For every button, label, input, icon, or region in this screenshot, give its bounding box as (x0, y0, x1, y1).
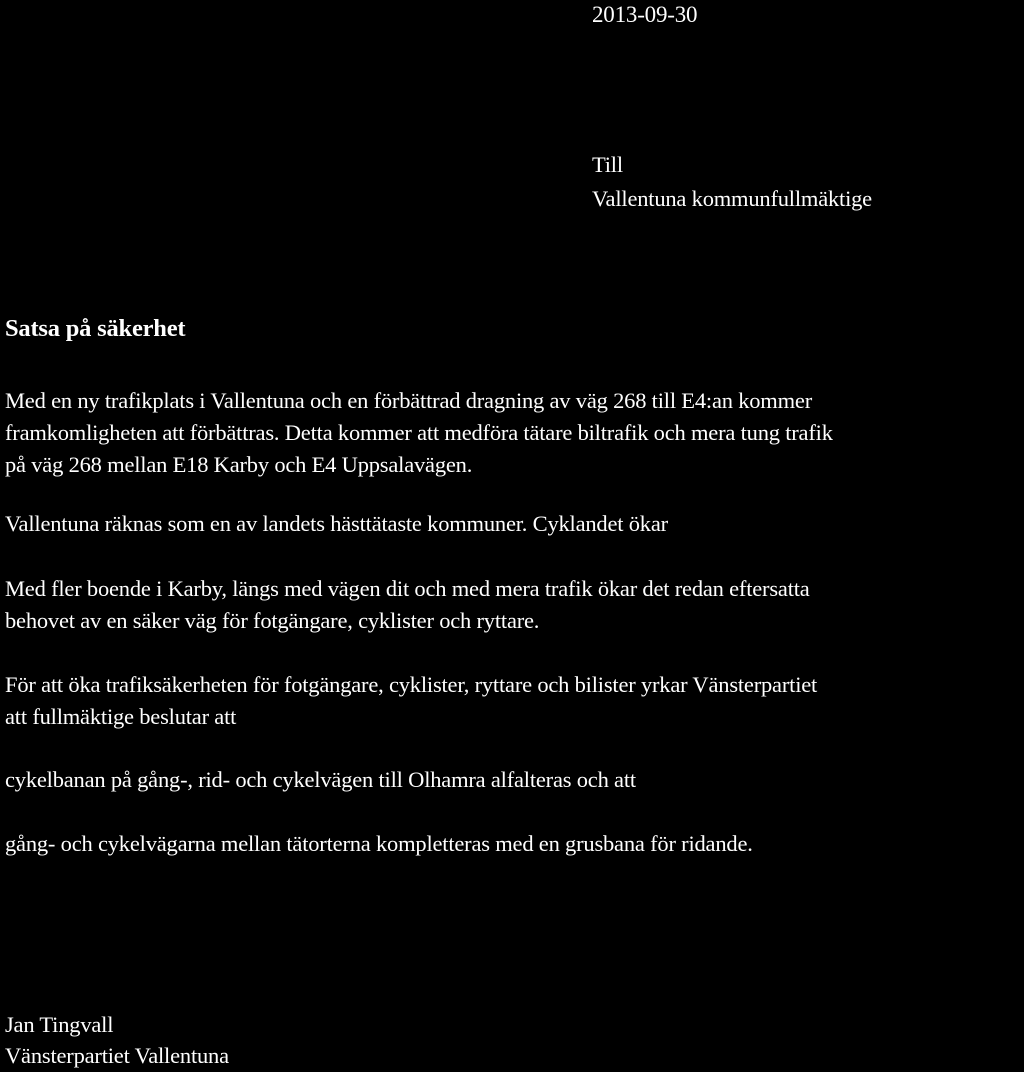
body-paragraph-1-line-3: på väg 268 mellan E18 Karby och E4 Uppsalavägen. (5, 452, 473, 477)
motion-item-1: cykelbanan på gång-, rid- och cykelvägen till Olhamra alfalteras och att (5, 767, 636, 792)
motion-item-2: gång- och cykelvägarna mellan tätorterna kompletteras med en grusbana för ridande. (5, 831, 753, 856)
recipient-label: Till (592, 152, 623, 177)
body-paragraph-3-line-1: Med fler boende i Karby, längs med vägen dit och med mera trafik ökar det redan eftersatta (5, 576, 810, 601)
body-paragraph-4-line-2: att fullmäktige beslutar att (5, 704, 237, 729)
body-paragraph-1-line-1: Med en ny trafikplats i Vallentuna och en förbättrad dragning av väg 268 till E4:an kommer (5, 388, 812, 413)
body-paragraph-1-line-2: framkomligheten att förbättras. Detta kommer att medföra tätare biltrafik och mera tung trafik (5, 420, 833, 445)
signature-organization: Vänsterpartiet Vallentuna (5, 1043, 229, 1068)
recipient-name: Vallentuna kommunfullmäktige (592, 186, 872, 211)
signature-name: Jan Tingvall (5, 1012, 114, 1037)
body-paragraph-3-line-2: behovet av en säker väg för fotgängare, cyklister och ryttare. (5, 608, 540, 633)
body-paragraph-2: Vallentuna räknas som en av landets hästtätaste kommuner. Cyklandet ökar (5, 511, 668, 536)
document-title: Satsa på säkerhet (5, 315, 186, 342)
body-paragraph-4-line-1: För att öka trafiksäkerheten för fotgängare, cyklister, ryttare och bilister yrkar Vänsterpartiet (5, 672, 818, 697)
document-date: 2013-09-30 (592, 2, 698, 27)
